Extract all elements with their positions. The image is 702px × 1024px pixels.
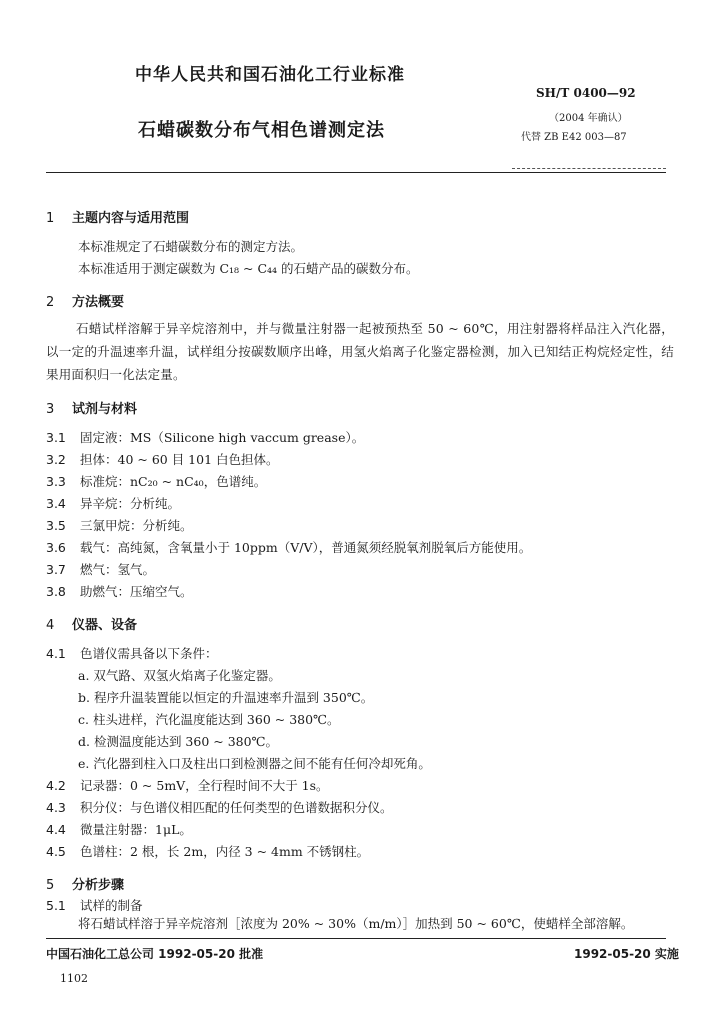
section-title: 仪器、设备: [72, 618, 138, 633]
implementation-date: 1992-05-20 实施: [574, 947, 679, 961]
section-title: 主题内容与适用范围: [72, 211, 190, 226]
item-number: 4.5: [46, 844, 66, 859]
item-text: 色谱柱：2 根，长 2m，内径 3 ~ 4mm 不锈钢柱。: [80, 844, 370, 859]
sub-item: c. 柱头进样，汽化温度能达到 360 ~ 380℃。: [78, 712, 340, 727]
document-title: 石蜡碳数分布气相色谱测定法: [138, 120, 385, 141]
item-number: 5.1: [46, 898, 66, 913]
section-5-heading: [46, 874, 124, 893]
list-item: [46, 820, 192, 838]
section-title: 方法概要: [72, 295, 125, 310]
section-number: 3: [46, 402, 55, 417]
item-number: 3.8: [46, 584, 66, 599]
list-item: [46, 896, 143, 914]
section-title: 试剂与材料: [72, 402, 138, 417]
section-3-heading: [46, 398, 137, 417]
item-text: 标准烷：nC₂₀ ~ nC₄₀，色谱纯。: [80, 474, 267, 489]
item-number: 3.3: [46, 474, 66, 489]
list-item: [46, 516, 193, 534]
list-item: [46, 798, 393, 816]
sub-item: d. 检测温度能达到 360 ~ 380℃。: [78, 734, 279, 749]
section-number: 5: [46, 878, 55, 893]
item-text: 三氯甲烷：分析纯。: [80, 518, 193, 533]
header-dash-rule: [512, 168, 666, 169]
sub-item: e. 汽化器到柱入口及柱出口到检测器之间不能有任何冷却死角。: [78, 756, 431, 771]
item-text: 载气：高纯氮，含氧量小于 10ppm（V/V），普通氮须经脱氧剂脱氧后方能使用。: [80, 540, 532, 555]
section-number: 2: [46, 295, 55, 310]
item-number: 3.1: [46, 430, 66, 445]
sub-item: b. 程序升温装置能以恒定的升温速率升温到 350℃。: [78, 690, 374, 705]
header-rule: [46, 172, 666, 173]
item-number: 4.2: [46, 778, 66, 793]
item-text: 助燃气：压缩空气。: [80, 584, 193, 599]
section-1-heading: [46, 207, 189, 226]
list-item: [46, 450, 279, 468]
section-5-paragraph: 将石蜡试样溶于异辛烷溶剂［浓度为 20% ~ 30%（m/m）］加热到 50 ~ 60℃，使蜡样全部溶解。: [78, 916, 634, 931]
list-item: [46, 428, 364, 446]
issuing-standard-category: 中华人民共和国石油化工行业标准: [135, 65, 405, 85]
item-number: 3.4: [46, 496, 66, 511]
item-number: 4.4: [46, 822, 66, 837]
item-number: 3.5: [46, 518, 66, 533]
section-number: 1: [46, 211, 55, 226]
footer-rule: [46, 938, 666, 939]
item-text: 固定液：MS（Silicone high vaccum grease）。: [80, 430, 365, 445]
item-number: 4.3: [46, 800, 66, 815]
list-item: [46, 494, 180, 512]
item-text: 色谱仪需具备以下条件：: [80, 646, 218, 661]
list-item: [46, 644, 218, 662]
section-4-heading: [46, 614, 137, 633]
section-2-paragraph: 石蜡试样溶解于异辛烷溶剂中，并与微量注射器一起被预热至 50 ~ 60℃，用注射器将样品注入汽化器，以一定的升温速率升温，试样组分按碳数顺序出峰，用氢火焰离子化鉴定器检测，加入已知结正构烷烃定性，结果用面积归一化法定量。: [46, 321, 674, 382]
list-item: [46, 582, 193, 600]
list-item: [46, 842, 369, 860]
list-item: [46, 560, 155, 578]
section-2-heading: [46, 291, 124, 310]
section-title: 分析步骤: [72, 878, 125, 893]
item-number: 3.6: [46, 540, 66, 555]
item-text: 记录器：0 ~ 5mV，全行程时间不大于 1s。: [80, 778, 329, 793]
item-text: 异辛烷：分析纯。: [80, 496, 181, 511]
approval-line: 中国石油化工总公司 1992-05-20 批准: [46, 947, 264, 961]
list-item: [46, 472, 266, 490]
section-1-paragraph-2: 本标准适用于测定碳数为 C₁₈ ~ C₄₄ 的石蜡产品的碳数分布。: [78, 261, 419, 276]
item-number: 3.7: [46, 562, 66, 577]
replaces-note: 代替 ZB E42 003—87: [521, 132, 627, 143]
confirmation-note: （2004 年确认）: [549, 113, 628, 124]
section-1-paragraph-1: 本标准规定了石蜡碳数分布的测定方法。: [78, 239, 304, 254]
sub-item: a. 双气路、双氢火焰离子化鉴定器。: [78, 668, 281, 683]
page-number: 1102: [60, 972, 88, 985]
standard-code: SH/T 0400—92: [536, 86, 636, 100]
item-number: 4.1: [46, 646, 66, 661]
item-number: 3.2: [46, 452, 66, 467]
item-text: 燃气：氢气。: [80, 562, 156, 577]
item-text: 微量注射器：1μL。: [80, 822, 192, 837]
list-item: [46, 538, 531, 556]
section-number: 4: [46, 618, 55, 633]
item-text: 担体：40 ~ 60 目 101 白色担体。: [80, 452, 279, 467]
list-item: [46, 776, 329, 794]
item-text: 积分仪：与色谱仪相匹配的任何类型的色谱数据积分仪。: [80, 800, 393, 815]
item-text: 试样的制备: [80, 898, 143, 913]
